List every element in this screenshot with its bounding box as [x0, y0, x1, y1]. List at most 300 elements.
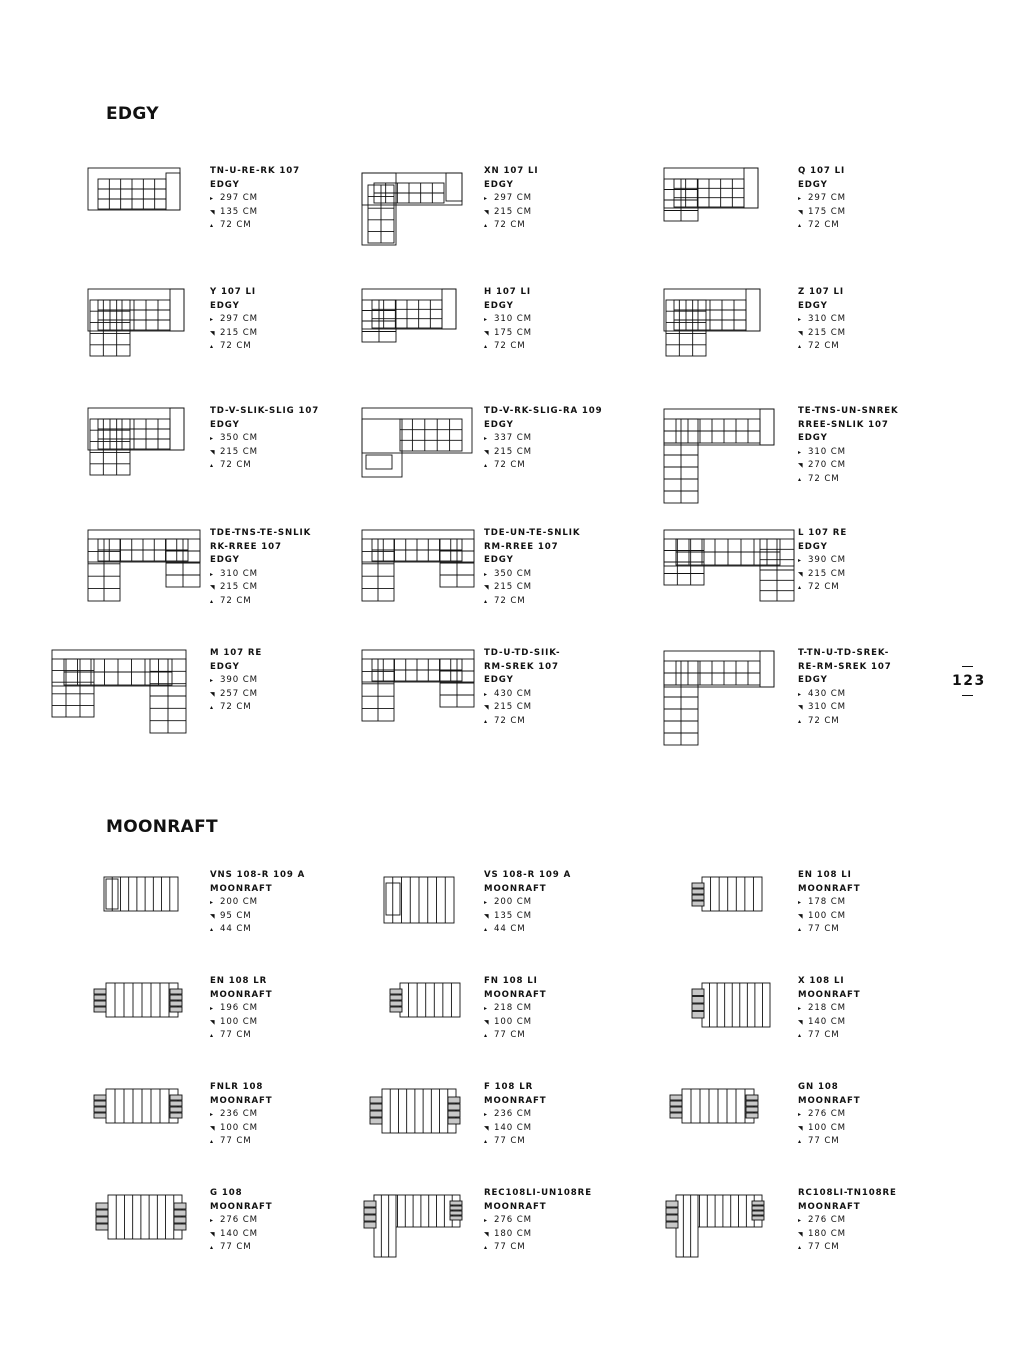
depth-icon: ◥ [798, 1230, 804, 1238]
dimension-height [798, 340, 846, 354]
dimension-width [210, 432, 319, 446]
product-specs [484, 165, 539, 233]
product-item [86, 405, 406, 535]
product-item [360, 405, 680, 535]
height-icon: ▴ [484, 1244, 488, 1252]
product-code: REC108LI-UN108RE [484, 1188, 592, 1198]
dimension-height [484, 923, 571, 937]
product-collection: MOONRAFT [798, 1095, 861, 1106]
depth-icon: ◥ [798, 704, 804, 712]
product-collection: MOONRAFT [484, 989, 547, 1000]
product-specs [210, 1187, 273, 1255]
dimension-height [210, 923, 305, 937]
dimension-height [798, 1241, 897, 1255]
height-icon: ▴ [210, 343, 214, 351]
height-icon: ▴ [210, 597, 214, 605]
dimension-width [798, 896, 861, 910]
dimension-value: 215 CM [494, 702, 532, 713]
product-collection: MOONRAFT [484, 1095, 547, 1106]
product-specs [798, 405, 899, 487]
dimension-depth [484, 1122, 547, 1136]
width-icon: ▸ [484, 435, 488, 443]
dimension-height [210, 1029, 273, 1043]
product-specs [484, 527, 580, 609]
product-code: F 108 LR [484, 1082, 534, 1092]
product-specs [210, 165, 300, 233]
depth-icon: ◥ [798, 1124, 804, 1132]
dimension-depth [484, 206, 539, 220]
dimension-value: 390 CM [220, 675, 258, 686]
depth-icon: ◥ [484, 1230, 490, 1238]
height-icon: ▴ [798, 717, 802, 725]
product-collection: EDGY [484, 419, 514, 430]
product-item [86, 286, 406, 416]
dimension-width [484, 1214, 592, 1228]
depth-icon: ◥ [484, 704, 490, 712]
width-icon: ▸ [484, 570, 488, 578]
height-icon: ▴ [210, 462, 214, 470]
depth-icon: ◥ [210, 1230, 216, 1238]
dimension-value: 135 CM [220, 206, 258, 217]
dimension-width [484, 432, 603, 446]
product-specs [798, 286, 846, 354]
product-item [360, 286, 680, 416]
product-code: FNLR 108 [210, 1082, 264, 1092]
dimension-value: 297 CM [808, 193, 846, 204]
product-collection: EDGY [798, 179, 828, 190]
width-icon: ▸ [798, 448, 802, 456]
width-icon: ▸ [484, 1005, 488, 1013]
product-specs [210, 527, 311, 609]
dimension-height [798, 219, 846, 233]
dimension-depth [210, 206, 300, 220]
height-icon: ▴ [484, 343, 488, 351]
section-title-moonraft: MOONRAFT [106, 817, 218, 837]
height-icon: ▴ [484, 462, 488, 470]
dimension-value: 72 CM [494, 460, 526, 471]
dimension-value: 310 CM [808, 314, 846, 325]
dimension-depth [798, 206, 846, 220]
height-icon: ▴ [798, 926, 802, 934]
height-icon: ▴ [484, 1138, 488, 1146]
dimension-depth [484, 446, 603, 460]
product-collection: MOONRAFT [210, 1201, 273, 1212]
width-icon: ▸ [484, 195, 488, 203]
dimension-depth [484, 1016, 547, 1030]
dimension-width [210, 568, 311, 582]
dimension-height [210, 1241, 273, 1255]
dimension-value: 77 CM [808, 1030, 840, 1041]
product-code: G 108 [210, 1188, 243, 1198]
dimension-value: 72 CM [494, 595, 526, 606]
dimension-depth [210, 327, 258, 341]
product-specs [484, 405, 603, 473]
dimension-width [798, 192, 846, 206]
page-number-rule-top [962, 666, 973, 667]
dimension-value: 77 CM [808, 1136, 840, 1147]
height-icon: ▴ [484, 597, 488, 605]
dimension-value: 276 CM [808, 1109, 846, 1120]
depth-icon: ◥ [210, 584, 216, 592]
dimension-value: 72 CM [808, 220, 840, 231]
height-icon: ▴ [798, 1032, 802, 1040]
dimension-depth [484, 327, 532, 341]
dimension-value: 270 CM [808, 460, 846, 471]
dimension-value: 100 CM [220, 1016, 258, 1027]
dimension-depth [210, 1016, 273, 1030]
depth-icon: ◥ [798, 329, 804, 337]
page-number-value: 123 [952, 673, 986, 690]
product-code: FN 108 LI [484, 976, 538, 986]
dimension-value: 77 CM [494, 1136, 526, 1147]
product-collection: MOONRAFT [798, 989, 861, 1000]
dimension-height [484, 595, 580, 609]
product-collection: MOONRAFT [798, 883, 861, 894]
width-icon: ▸ [210, 435, 214, 443]
product-specs [210, 1081, 273, 1149]
dimension-width [210, 192, 300, 206]
dimension-value: 390 CM [808, 555, 846, 566]
depth-icon: ◥ [210, 208, 216, 216]
dimension-width [484, 896, 571, 910]
dimension-height [484, 219, 539, 233]
dimension-value: 236 CM [494, 1109, 532, 1120]
product-collection: EDGY [210, 555, 240, 566]
depth-icon: ◥ [484, 208, 490, 216]
dimension-value: 276 CM [494, 1215, 532, 1226]
product-code: TD-U-TD-SIIK- RM-SREK 107 [484, 648, 561, 672]
dimension-height [210, 340, 258, 354]
product-code: Y 107 LI [210, 287, 257, 297]
width-icon: ▸ [210, 677, 214, 685]
dimension-depth [798, 910, 861, 924]
product-collection: EDGY [798, 300, 828, 311]
dimension-depth [798, 568, 847, 582]
dimension-value: 135 CM [494, 910, 532, 921]
product-code: H 107 LI [484, 287, 531, 297]
depth-icon: ◥ [484, 912, 490, 920]
product-item [360, 1187, 680, 1317]
product-item [360, 527, 680, 657]
dimension-value: 297 CM [494, 193, 532, 204]
height-icon: ▴ [798, 1244, 802, 1252]
dimension-depth [210, 581, 311, 595]
product-collection: EDGY [210, 179, 240, 190]
depth-icon: ◥ [484, 1018, 490, 1026]
height-icon: ▴ [484, 222, 488, 230]
dimension-width [484, 1002, 547, 1016]
product-specs [210, 405, 319, 473]
product-code: T-TN-U-TD-SREK- RE-RM-SREK 107 [798, 648, 892, 672]
dimension-value: 218 CM [808, 1003, 846, 1014]
width-icon: ▸ [798, 557, 802, 565]
width-icon: ▸ [484, 899, 488, 907]
dimension-value: 140 CM [220, 1228, 258, 1239]
dimension-height [798, 473, 899, 487]
dimension-value: 180 CM [808, 1228, 846, 1239]
dimension-depth [484, 581, 580, 595]
dimension-value: 100 CM [494, 1016, 532, 1027]
product-code: TDE-UN-TE-SNLIK RM-RREE 107 [484, 528, 581, 552]
product-collection: EDGY [798, 675, 828, 686]
product-code: TD-V-SLIK-SLIG 107 [210, 406, 320, 416]
dimension-value: 215 CM [220, 582, 258, 593]
product-code: Z 107 LI [798, 287, 845, 297]
product-collection: EDGY [484, 675, 514, 686]
width-icon: ▸ [210, 1111, 214, 1119]
product-collection: EDGY [210, 419, 240, 430]
dimension-value: 215 CM [494, 206, 532, 217]
dimension-value: 215 CM [808, 327, 846, 338]
dimension-value: 200 CM [220, 897, 258, 908]
product-specs [798, 165, 846, 233]
product-code: RC108LI-TN108RE [798, 1188, 897, 1198]
height-icon: ▴ [210, 926, 214, 934]
dimension-value: 215 CM [220, 446, 258, 457]
product-specs [484, 286, 532, 354]
dimension-value: 140 CM [808, 1016, 846, 1027]
dimension-width [798, 1214, 897, 1228]
height-icon: ▴ [210, 1032, 214, 1040]
dimension-depth [210, 910, 305, 924]
dimension-height [798, 715, 892, 729]
dimension-depth [210, 688, 262, 702]
product-code: M 107 RE [210, 648, 263, 658]
width-icon: ▸ [798, 899, 802, 907]
product-specs [484, 1187, 592, 1255]
dimension-depth [798, 1122, 861, 1136]
depth-icon: ◥ [484, 1124, 490, 1132]
dimension-width [798, 1002, 861, 1016]
product-collection: EDGY [798, 541, 828, 552]
dimension-width [210, 313, 258, 327]
product-collection: EDGY [210, 300, 240, 311]
dimension-value: 72 CM [494, 715, 526, 726]
product-item [662, 527, 982, 657]
page-number [952, 660, 986, 702]
product-code: XN 107 LI [484, 166, 539, 176]
depth-icon: ◥ [484, 329, 490, 337]
dimension-value: 310 CM [808, 446, 846, 457]
dimension-value: 196 CM [220, 1003, 258, 1014]
product-item [86, 1187, 406, 1317]
dimension-value: 215 CM [808, 568, 846, 579]
product-item [360, 165, 680, 295]
dimension-value: 77 CM [220, 1136, 252, 1147]
dimension-value: 72 CM [220, 702, 252, 713]
dimension-depth [798, 701, 892, 715]
product-specs [484, 869, 571, 937]
dimension-value: 297 CM [220, 314, 258, 325]
dimension-depth [484, 1228, 592, 1242]
width-icon: ▸ [798, 316, 802, 324]
sofa-diagram-icon [50, 647, 210, 772]
depth-icon: ◥ [798, 912, 804, 920]
dimension-value: 430 CM [494, 688, 532, 699]
height-icon: ▴ [210, 704, 214, 712]
height-icon: ▴ [798, 475, 802, 483]
width-icon: ▸ [210, 316, 214, 324]
dimension-value: 77 CM [808, 924, 840, 935]
dimension-width [210, 1002, 273, 1016]
product-collection: EDGY [484, 555, 514, 566]
dimension-depth [798, 1016, 861, 1030]
dimension-height [484, 459, 603, 473]
width-icon: ▸ [210, 1217, 214, 1225]
dimension-height [798, 581, 847, 595]
width-icon: ▸ [798, 1111, 802, 1119]
dimension-value: 72 CM [808, 341, 840, 352]
product-collection: EDGY [210, 661, 240, 672]
product-specs [210, 975, 273, 1043]
dimension-value: 77 CM [808, 1242, 840, 1253]
dimension-value: 72 CM [494, 341, 526, 352]
product-specs [484, 647, 561, 729]
dimension-value: 72 CM [808, 582, 840, 593]
height-icon: ▴ [210, 222, 214, 230]
dimension-height [210, 595, 311, 609]
width-icon: ▸ [484, 1111, 488, 1119]
dimension-value: 100 CM [808, 1122, 846, 1133]
dimension-value: 218 CM [494, 1003, 532, 1014]
dimension-height [484, 340, 532, 354]
dimension-value: 72 CM [220, 341, 252, 352]
product-code: EN 108 LR [210, 976, 268, 986]
dimension-value: 72 CM [220, 460, 252, 471]
dimension-depth [210, 1122, 273, 1136]
dimension-value: 297 CM [220, 193, 258, 204]
page-number-rule-bottom [962, 695, 973, 696]
depth-icon: ◥ [798, 208, 804, 216]
dimension-value: 72 CM [220, 220, 252, 231]
dimension-value: 175 CM [494, 327, 532, 338]
height-icon: ▴ [484, 926, 488, 934]
height-icon: ▴ [484, 1032, 488, 1040]
product-item [662, 647, 982, 777]
section-title-edgy: EDGY [106, 104, 159, 124]
dimension-value: 77 CM [220, 1242, 252, 1253]
dimension-value: 72 CM [220, 595, 252, 606]
dimension-value: 350 CM [494, 568, 532, 579]
dimension-width [798, 688, 892, 702]
dimension-value: 100 CM [808, 910, 846, 921]
dimension-width [484, 568, 580, 582]
width-icon: ▸ [210, 195, 214, 203]
dimension-width [210, 1214, 273, 1228]
dimension-value: 44 CM [220, 924, 252, 935]
depth-icon: ◥ [210, 1124, 216, 1132]
product-item [86, 165, 406, 295]
dimension-height [484, 1135, 547, 1149]
dimension-value: 180 CM [494, 1228, 532, 1239]
product-collection: MOONRAFT [798, 1201, 861, 1212]
product-code: VNS 108-R 109 A [210, 870, 306, 880]
product-specs [798, 975, 861, 1043]
dimension-value: 77 CM [220, 1030, 252, 1041]
dimension-width [798, 446, 899, 460]
product-collection: MOONRAFT [210, 989, 273, 1000]
product-code: EN 108 LI [798, 870, 852, 880]
dimension-width [210, 896, 305, 910]
dimension-width [210, 674, 262, 688]
dimension-height [484, 715, 561, 729]
product-code: L 107 RE [798, 528, 848, 538]
dimension-value: 72 CM [808, 715, 840, 726]
dimension-value: 257 CM [220, 688, 258, 699]
dimension-value: 44 CM [494, 924, 526, 935]
dimension-value: 215 CM [220, 327, 258, 338]
height-icon: ▴ [210, 1244, 214, 1252]
depth-icon: ◥ [210, 690, 216, 698]
dimension-height [210, 459, 319, 473]
product-specs [798, 647, 892, 729]
dimension-height [210, 1135, 273, 1149]
dimension-height [484, 1241, 592, 1255]
width-icon: ▸ [484, 316, 488, 324]
width-icon: ▸ [484, 1217, 488, 1225]
dimension-height [210, 701, 262, 715]
product-item [662, 1187, 982, 1317]
product-code: TDE-TNS-TE-SNLIK RK-RREE 107 [210, 528, 312, 552]
width-icon: ▸ [798, 195, 802, 203]
height-icon: ▴ [798, 222, 802, 230]
product-code: TD-V-RK-SLIG-RA 109 [484, 406, 603, 416]
product-code: TN-U-RE-RK 107 [210, 166, 301, 176]
dimension-value: 200 CM [494, 897, 532, 908]
product-specs [798, 1187, 897, 1255]
width-icon: ▸ [798, 1005, 802, 1013]
product-item [662, 165, 982, 295]
dimension-depth [484, 701, 561, 715]
width-icon: ▸ [484, 690, 488, 698]
width-icon: ▸ [798, 690, 802, 698]
product-collection: MOONRAFT [484, 1201, 547, 1212]
width-icon: ▸ [210, 1005, 214, 1013]
dimension-height [798, 1135, 861, 1149]
product-code: X 108 LI [798, 976, 845, 986]
depth-icon: ◥ [484, 448, 490, 456]
dimension-height [210, 219, 300, 233]
depth-icon: ◥ [210, 448, 216, 456]
product-code: VS 108-R 109 A [484, 870, 572, 880]
dimension-value: 350 CM [220, 433, 258, 444]
dimension-value: 72 CM [808, 473, 840, 484]
product-collection: EDGY [798, 433, 828, 444]
dimension-value: 215 CM [494, 582, 532, 593]
dimension-width [484, 192, 539, 206]
dimension-width [210, 1108, 273, 1122]
product-specs [798, 869, 861, 937]
height-icon: ▴ [484, 717, 488, 725]
dimension-height [798, 1029, 861, 1043]
height-icon: ▴ [798, 343, 802, 351]
dimension-depth [798, 1228, 897, 1242]
dimension-value: 72 CM [494, 220, 526, 231]
product-specs [210, 286, 258, 354]
width-icon: ▸ [210, 570, 214, 578]
product-specs [798, 527, 847, 595]
product-item [50, 647, 370, 777]
dimension-height [798, 923, 861, 937]
dimension-width [484, 313, 532, 327]
product-specs [210, 647, 262, 715]
dimension-width [798, 313, 846, 327]
product-collection: EDGY [484, 300, 514, 311]
dimension-depth [484, 910, 571, 924]
dimension-value: 95 CM [220, 910, 252, 921]
product-item [662, 286, 982, 416]
height-icon: ▴ [210, 1138, 214, 1146]
